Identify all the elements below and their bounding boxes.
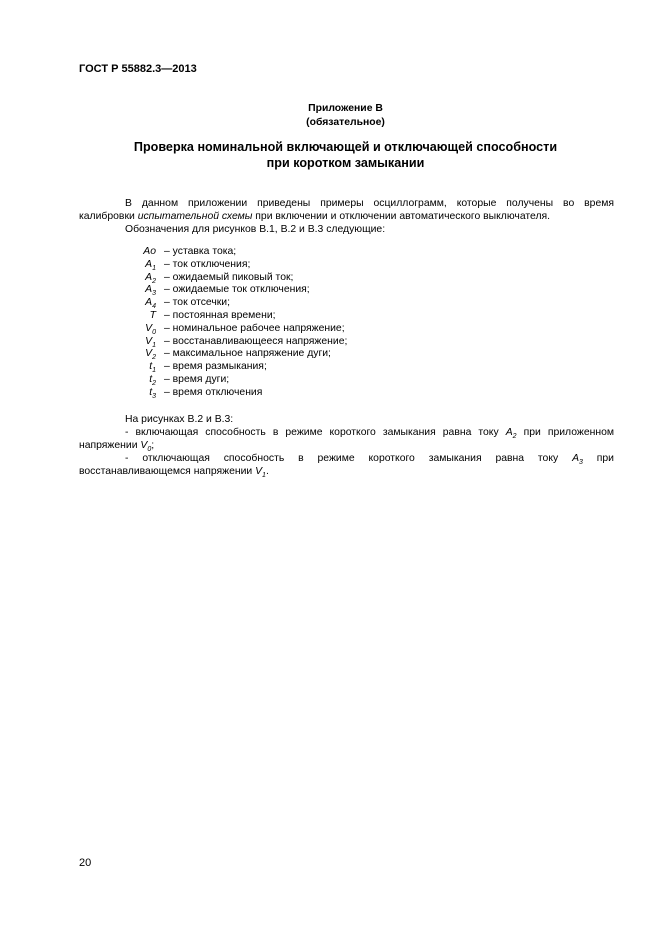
- legend-intro: [79, 223, 614, 236]
- definitions-list: [130, 246, 430, 400]
- definition-symbol: [130, 374, 164, 387]
- note-1-symbol: A: [505, 427, 513, 438]
- legend-intro-text: Обозначения для рисунков В.1, В.2 и В.3 следующие:: [125, 224, 386, 235]
- intro-italic-term: испытательной схемы: [137, 211, 253, 222]
- symbol-subscript: 2: [152, 354, 156, 362]
- appendix-status: (обязательное): [306, 117, 385, 128]
- symbol-subscript: 1: [152, 367, 156, 375]
- definition-symbol: [130, 387, 164, 400]
- definition-symbol: [130, 246, 164, 259]
- symbol-subscript: 4: [152, 303, 156, 311]
- symbol-base: A: [145, 271, 153, 283]
- symbol-base: T: [149, 309, 156, 321]
- definition-row: [130, 323, 430, 336]
- definition-description: – максимальное напряжение дуги;: [164, 348, 331, 360]
- definition-description: – восстанавливающееся напряжение;: [164, 335, 348, 347]
- note-2-symbol-2: V: [255, 466, 263, 477]
- intro-paragraph: [79, 197, 614, 223]
- symbol-subscript: 3: [152, 392, 156, 400]
- note-1-text-3: напряжении: [79, 440, 141, 451]
- symbol-subscript: 1: [152, 264, 156, 272]
- note-2-subscript-2: 1: [262, 472, 266, 480]
- intro-line-2: [79, 211, 550, 222]
- definition-description: – номинальное рабочее напряжение;: [164, 322, 345, 334]
- definition-symbol: [130, 323, 164, 336]
- appendix-label: Приложение В: [308, 103, 383, 114]
- definition-row: [130, 259, 430, 272]
- definition-symbol: [130, 361, 164, 374]
- title-line-2: при коротком замыкании: [266, 156, 425, 170]
- definition-description: – ток отсечки;: [164, 297, 230, 309]
- symbol-base: Ao: [143, 246, 156, 257]
- definition-symbol: [130, 259, 164, 272]
- note-2-subscript: 3: [579, 459, 583, 467]
- definition-row: [130, 246, 430, 259]
- section-title: [0, 139, 661, 171]
- definition-symbol: [130, 310, 164, 323]
- symbol-subscript: 3: [152, 290, 156, 298]
- symbol-base: V: [145, 348, 153, 360]
- definition-description: – ожидаемые ток отключения;: [164, 284, 310, 296]
- symbol-subscript: 2: [152, 380, 156, 388]
- page-number: 20: [79, 857, 92, 869]
- note-1-text: - включающая способность в режиме короткого замыкания равна току: [125, 427, 506, 438]
- note-1-subscript: 2: [512, 433, 517, 441]
- definition-symbol: [130, 336, 164, 349]
- definition-description: – ток отключения;: [164, 258, 251, 270]
- definition-symbol: [130, 348, 164, 361]
- note-1-end: ;: [151, 440, 155, 451]
- symbol-base: A: [145, 284, 153, 296]
- symbol-base: V: [145, 335, 153, 347]
- note-1-line-1: [79, 426, 614, 439]
- definition-symbol: [130, 297, 164, 310]
- note-1-symbol-2: V: [140, 440, 148, 451]
- definition-description: – постоянная времени;: [164, 309, 276, 321]
- definition-row: [130, 336, 430, 349]
- definition-row: [130, 348, 430, 361]
- definition-row: [130, 310, 430, 323]
- note-2-text: - отключающая способность в режиме короткого замыкания равна току: [125, 453, 573, 464]
- note-2-line-1: [79, 452, 614, 465]
- appendix-heading: [0, 102, 661, 130]
- intro-text: калибровки: [79, 211, 138, 222]
- note-2-text-3: восстанавливающемся напряжении: [79, 466, 256, 477]
- note-1-line-2: [79, 439, 614, 452]
- definition-description: – ожидаемый пиковый ток;: [164, 271, 294, 283]
- document-header: ГОСТ Р 55882.3—2013: [79, 63, 197, 75]
- definition-row: [130, 297, 430, 310]
- note-2-text-2: при: [582, 453, 614, 464]
- definition-description: – время отключения: [164, 386, 263, 398]
- symbol-base: V: [145, 322, 153, 334]
- definition-row: [130, 361, 430, 374]
- definition-description: – время размыкания;: [164, 361, 267, 373]
- intro-line-1: В данном приложении приведены примеры осциллограмм, которые получены во время: [125, 198, 614, 209]
- symbol-base: A: [145, 297, 153, 309]
- symbol-base: A: [145, 258, 153, 270]
- definition-description: – уставка тока;: [164, 246, 237, 257]
- definition-row: [130, 374, 430, 387]
- notes-block: [79, 413, 614, 478]
- definition-description: – время дуги;: [164, 373, 230, 385]
- definition-symbol: [130, 272, 164, 285]
- definition-row: [130, 284, 430, 297]
- notes-lead: На рисунках В.2 и В.3:: [125, 414, 234, 425]
- symbol-base: t: [149, 373, 153, 385]
- symbol-subscript: 0: [152, 328, 156, 336]
- definition-symbol: [130, 284, 164, 297]
- symbol-subscript: 2: [152, 277, 156, 285]
- symbol-base: t: [149, 361, 153, 373]
- note-2-line-2: [79, 465, 614, 478]
- title-line-1: Проверка номинальной включающей и отключающей способности: [133, 140, 558, 154]
- note-2-symbol: A: [572, 453, 579, 464]
- intro-text-end: при включении и отключении автоматического выключателя.: [252, 211, 551, 222]
- note-2-end: .: [265, 466, 269, 477]
- symbol-subscript: 1: [152, 341, 156, 349]
- note-1-text-2: при приложенном: [516, 427, 614, 438]
- definition-row: [130, 387, 430, 400]
- definition-row: [130, 272, 430, 285]
- symbol-base: t: [149, 386, 153, 398]
- note-1-subscript-2: 0: [147, 446, 152, 454]
